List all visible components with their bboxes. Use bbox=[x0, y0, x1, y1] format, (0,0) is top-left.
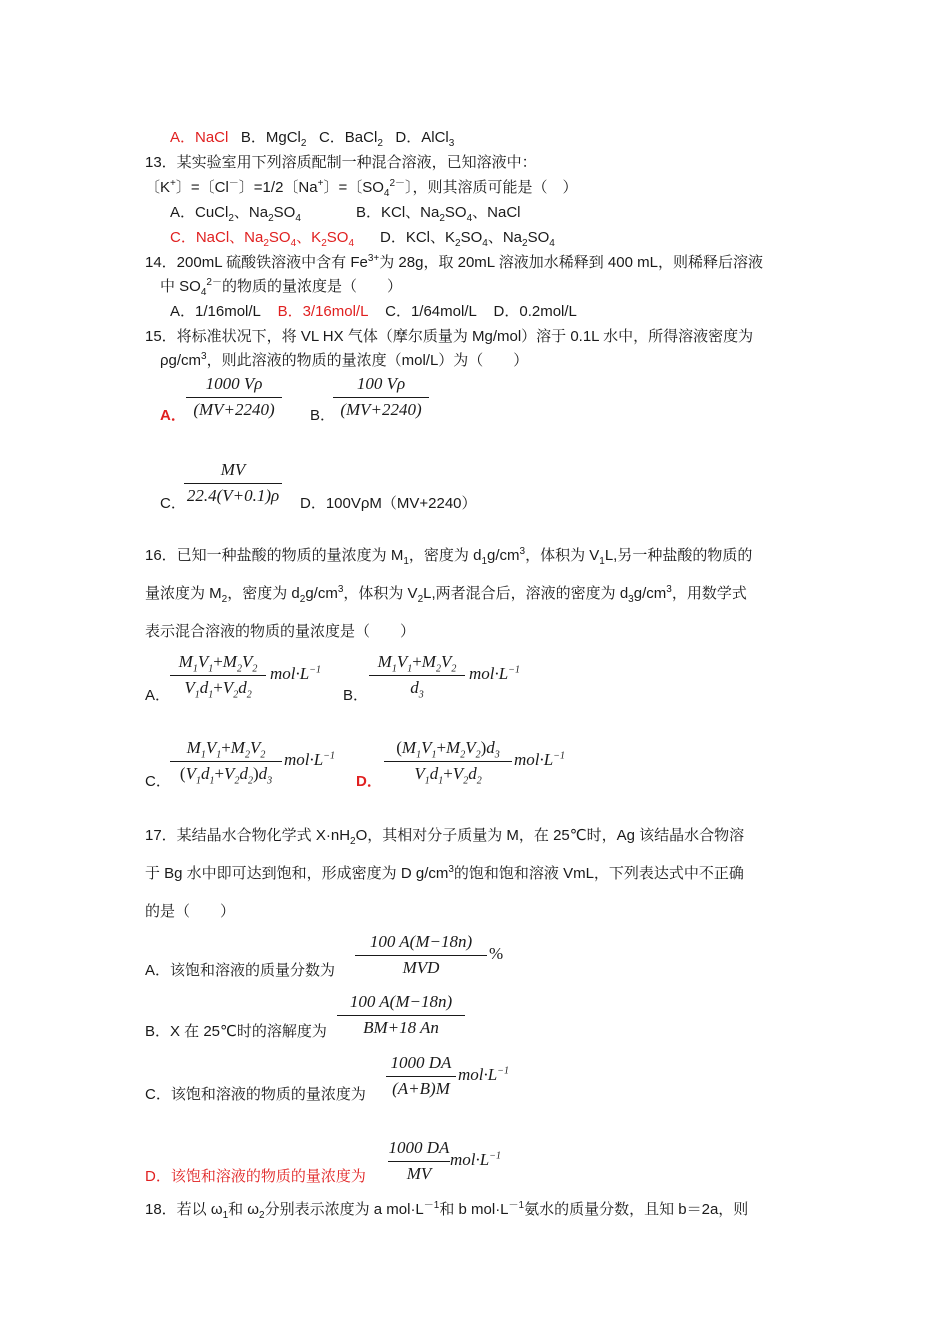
q16-line3: 表示混合溶液的物质的量浓度是（ ） bbox=[145, 623, 416, 640]
q15-formula-a: 1000 Vρ (MV+2240) bbox=[186, 372, 282, 424]
q15-label-a: A． bbox=[160, 407, 186, 424]
q17-option-c: C．该饱和溶液的物质的量浓度为 bbox=[145, 1086, 366, 1103]
q14-option-a: A．1/16mol/L bbox=[170, 303, 261, 320]
q16-line2: 量浓度为 $M_2$，密度为 $d_2g/cm^3$，体积为 $V_2L$,两者混合后，溶液的密度为 $d_3g/cm^3$，用数学式 bbox=[145, 584, 747, 605]
q14-line1: 14．200mL 硫酸铁溶液中含有 $Fe^{3+}$为 28g，取 20mL 溶液加水稀释到 400 mL，则稀释后溶液 bbox=[145, 253, 763, 271]
q14-option-b: B．3/16mol/L bbox=[277, 303, 369, 320]
q17-formula-c: 1000 DA (A+B)M $mol\cdot L^{-1}$ bbox=[386, 1051, 526, 1103]
q16-formula-a: $M_1V_1+M_2V_2$ $V_1d_1+V_2d_2$ $mol\cdot L^{-1}$ bbox=[170, 650, 330, 704]
q18-line1: 18．若以 $\omega_1$和 $\omega_2$分别表示浓度为 a $mol\cdot L^{-1}$和 b $mol\cdot L^{-1}$氨水的质量分数，且知 b＝2a，则 bbox=[145, 1200, 749, 1221]
q16-label-c: C． bbox=[145, 773, 171, 790]
q14-option-c: C．1/64mol/L bbox=[385, 303, 477, 320]
q14-line2: 中 $SO_4^{2-}$的物质的量浓度是（ ） bbox=[160, 277, 402, 298]
q14-option-d: D．0.2mol/L bbox=[493, 303, 577, 320]
q14-options bbox=[170, 302, 577, 322]
q16-label-a: A． bbox=[145, 687, 171, 704]
q17-line3: 的是（ ） bbox=[145, 903, 236, 920]
q15-label-b: B． bbox=[310, 407, 336, 424]
q17-formula-d: 1000 DA MV $mol\cdot L^{-1}$ bbox=[388, 1138, 501, 1183]
q17-option-a: A．该饱和溶液的质量分数为 bbox=[145, 962, 336, 979]
q12-option-a: A．NaCl bbox=[170, 129, 229, 146]
q15-line2: $\rho g/cm^3$，则此溶液的物质的量浓度（mol/L）为（ ） bbox=[160, 351, 529, 369]
q17-line1: 17．某结晶水合物化学式 $X\cdot nH_2O$，其相对分子质量为 M，在 25℃时，Ag 该结晶水合物溶 bbox=[145, 827, 745, 847]
q17-formula-b: 100 A(M−18n) BM+18 An bbox=[337, 990, 467, 1042]
q13-option-d: D．KCl、$K_2SO_4$、$Na_2SO_4$ bbox=[380, 229, 555, 249]
q17-option-b: B．X 在 25℃时的溶解度为 bbox=[145, 1023, 327, 1040]
q15-label-c: C． bbox=[160, 495, 186, 512]
q16-label-b: B． bbox=[343, 687, 369, 704]
q15-formula-b: 100 Vρ (MV+2240) bbox=[333, 372, 429, 424]
q17-line2: 于 Bg 水中即可达到饱和，形成密度为 D $g/cm^3$的饱和饱和溶液 VmL，下列表达式中不正确 bbox=[145, 864, 744, 882]
q12-option-b: B．MgCl$_2$ bbox=[240, 129, 307, 149]
q12-option-c: C．BaCl$_2$ bbox=[318, 129, 383, 149]
q17-formula-a: 100 A(M−18n) MVD % bbox=[355, 930, 515, 982]
q15-formula-c: MV 22.4(V+0.1)ρ bbox=[184, 458, 282, 510]
q12-options bbox=[170, 128, 454, 148]
q16-line1: 16．已知一种盐酸的物质的量浓度为 $M_1$，密度为 $d_1g/cm^3$，体积为 $V_1L$,另一种盐酸的物质的 bbox=[145, 546, 753, 567]
q16-label-d: D． bbox=[356, 773, 382, 790]
q16-formula-c: $M_1V_1+M_2V_2$ $(V_1d_1+V_2d_2)d_3$ $mol\cdot L^{-1}$ bbox=[170, 736, 340, 790]
q13-stem: 13．某实验室用下列溶质配制一种混合溶液，已知溶液中： bbox=[145, 154, 537, 171]
q15-option-d: D．100VρM（MV+2240） bbox=[300, 495, 477, 512]
q13-option-b: B．KCl、$Na_2SO_4$、NaCl bbox=[356, 204, 521, 224]
q13-condition: 〔K+〕=〔Cl－〕=1/2〔Na+〕=〔$SO_4^{2-}$〕，则其溶质可能是（ ） bbox=[145, 178, 578, 199]
q17-option-d: D．该饱和溶液的物质的量浓度为 bbox=[145, 1168, 366, 1185]
q12-option-d: D．AlCl$_3$ bbox=[395, 129, 455, 149]
q16-formula-b: $M_1V_1+M_2V_2$ $d_3$ $mol\cdot L^{-1}$ bbox=[369, 650, 529, 704]
q16-formula-d: $(M_1V_1+M_2V_2)d_3$ $V_1d_1+V_2d_2$ $mol\cdot L^{-1}$ bbox=[384, 736, 574, 790]
q13-option-c: C．NaCl、$Na_2SO_4$、$K_2SO_4$ bbox=[170, 229, 354, 249]
q15-line1: 15．将标准状况下，将 VL HX 气体（摩尔质量为 Mg/mol）溶于 0.1L 水中，所得溶液密度为 bbox=[145, 328, 754, 345]
q13-option-a: A．CuCl$_2$、$Na_2SO_4$ bbox=[170, 204, 301, 224]
